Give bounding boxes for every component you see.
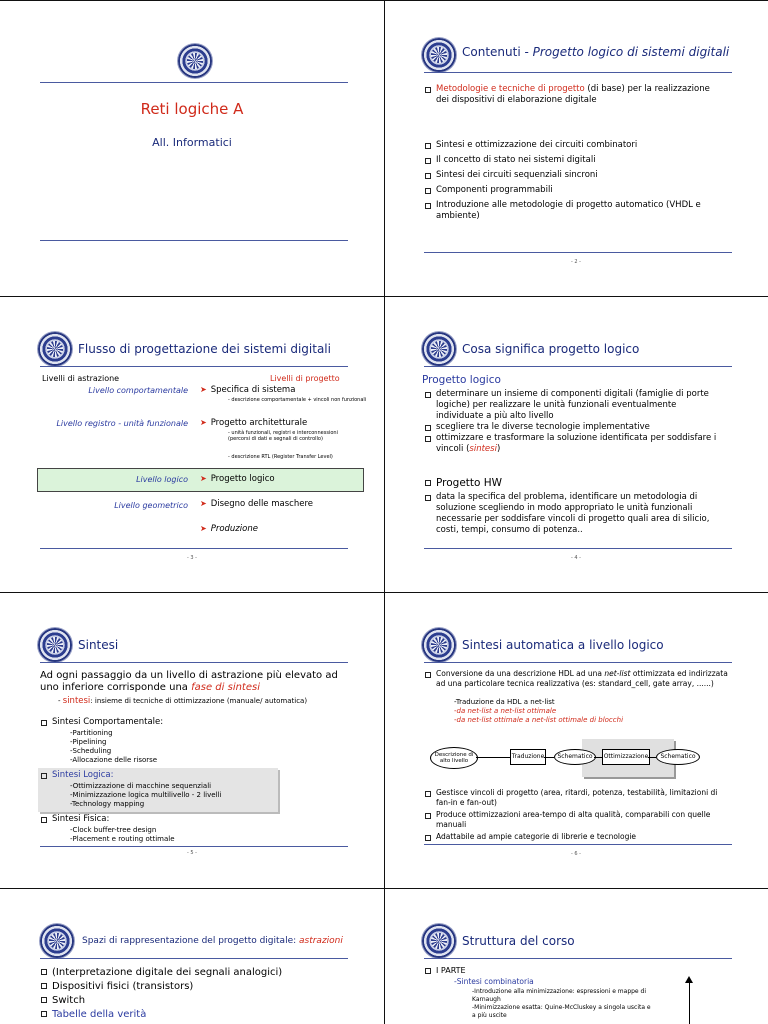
hw-heading-list xyxy=(424,477,724,490)
intro-paragraph xyxy=(40,670,345,694)
arrow-icon: ➤ xyxy=(200,385,207,394)
title-rule xyxy=(40,958,348,959)
step-note-text: descrizione comportamentale + vincoli non funzionali xyxy=(231,397,367,403)
item-red: sintesi xyxy=(469,444,497,454)
title-rule xyxy=(424,72,732,73)
list-item: Sintesi e ottimizzazione dei circuiti combinatori xyxy=(424,140,724,151)
arrow-icon: ➤ xyxy=(200,524,207,533)
list-item: Sintesi dei circuiti sequenziali sincroni xyxy=(424,170,724,181)
slide-title: Flusso di progettazione dei sistemi digitali xyxy=(78,342,331,356)
slide-5 xyxy=(0,592,384,888)
diagram-connector xyxy=(476,757,510,758)
list-item: Switch xyxy=(40,994,360,1008)
university-seal-icon xyxy=(422,924,456,958)
sub-item: - Clock buffer-tree design xyxy=(60,826,175,835)
sub-item: - Scheduling xyxy=(60,747,157,756)
slide-title: Struttura del corso xyxy=(462,934,575,948)
slide-title xyxy=(462,45,729,59)
step-mask-design xyxy=(200,499,313,509)
logic-sub xyxy=(48,782,221,809)
page-number: - 4 - xyxy=(571,555,581,561)
logic-list xyxy=(424,389,724,455)
list-heading: Sintesi Comportamentale: xyxy=(40,717,340,728)
list-item: determinare un insieme di componenti digitali (famiglie di porte logiche) per realizzare le unità funzionali eventualmente individuate a più alto livello xyxy=(424,389,724,422)
part-subsub xyxy=(450,988,652,1020)
list-item: Tabelle della verità xyxy=(40,1008,360,1022)
list-item xyxy=(424,433,724,455)
sub-item: - Minimizzazione logica multilivello - 2 livelli xyxy=(60,791,221,800)
conversion-list xyxy=(424,669,729,689)
university-seal-icon xyxy=(178,44,212,78)
step-note-text: descrizione RTL (Register Transfer Level) xyxy=(231,454,333,460)
arrow-icon: ➤ xyxy=(200,499,207,508)
step-label: Specifica di sistema xyxy=(210,385,296,395)
slide-4 xyxy=(384,296,768,592)
title-text: Spazi di rappresentazione del progetto digitale: xyxy=(82,936,299,946)
step-label: Progetto architetturale xyxy=(210,418,308,428)
diagram-schematic-node: Schematico xyxy=(656,749,700,765)
conversion-sub xyxy=(432,698,623,725)
title-red: astrazioni xyxy=(299,936,343,946)
course-title: Reti logiche A xyxy=(140,100,244,118)
slide-6 xyxy=(384,592,768,888)
design-header: Livelli di progetto xyxy=(270,374,340,383)
item-text: ottimizzata ed indirizzata ad una particolare tecnica realizzativa (es: standard_cell, gate array, ......) xyxy=(436,669,728,688)
page-number: - 3 - xyxy=(187,555,197,561)
bottom-rule xyxy=(424,252,732,253)
level-logic: Livello logico xyxy=(136,475,188,484)
list-item: Dispositivi fisici (transistors) xyxy=(40,980,360,994)
list-heading: Sintesi Logica: xyxy=(40,770,340,781)
item-text: ottimizzare e trasformare la soluzione identificata per soddisfare i vincoli ( xyxy=(436,433,717,454)
list-item: Componenti programmabili xyxy=(424,185,724,196)
diagram-translation-node: Traduzione xyxy=(510,749,546,765)
page-number: - 2 - xyxy=(571,259,581,265)
sub-item: - Partitioning xyxy=(60,729,157,738)
page-number: - 5 - xyxy=(187,850,197,856)
diagram-hdl-node: Descrizione di alto livello xyxy=(430,747,478,769)
diagram-connector xyxy=(544,757,554,758)
sub-item: - Technology mapping xyxy=(60,800,221,809)
slide-2 xyxy=(384,0,768,296)
definition: - sintesi: insieme di tecniche di ottimizzazione (manuale/ automatica) xyxy=(58,696,308,706)
sub-item: - Placement e routing ottimale xyxy=(60,835,175,844)
sub-item: - Sintesi combinatoria xyxy=(444,977,534,986)
slide-title xyxy=(82,936,343,946)
step-note: - descrizione RTL (Register Transfer Level) xyxy=(228,454,333,460)
level-register: Livello registro - unità funzionale xyxy=(56,419,188,428)
university-seal-icon xyxy=(422,628,456,662)
slide-title: Sintesi automatica a livello logico xyxy=(462,638,664,652)
arrow-up-icon xyxy=(685,976,693,983)
step-system-spec xyxy=(200,385,295,395)
slide-title: Cosa significa progetto logico xyxy=(462,342,640,356)
sub-item: - Traduzione da HDL a net-list xyxy=(444,698,623,707)
bottom-rule xyxy=(424,548,732,549)
bottom-rule xyxy=(40,548,348,549)
step-note: - descrizione comportamentale + vincoli non funzionali xyxy=(228,397,367,403)
list-item: scegliere tra le diverse tecnologie implementative xyxy=(424,422,724,433)
step-logic-design xyxy=(200,474,275,484)
list-item: (Interpretazione digitale dei segnali analogici) xyxy=(40,966,360,980)
step-production xyxy=(200,524,258,534)
bottom-rule xyxy=(40,240,348,241)
physical-list xyxy=(40,814,340,825)
list-item xyxy=(424,669,729,689)
step-architecture xyxy=(200,418,307,428)
intro-red: Metodologie e tecniche di progetto xyxy=(436,84,585,94)
university-seal-icon xyxy=(422,38,456,72)
step-label: Produzione xyxy=(210,524,258,534)
list-item: I PARTE xyxy=(424,965,724,976)
diagram-optimization-node: Ottimizzazione xyxy=(602,749,650,765)
arrow-icon: ➤ xyxy=(200,474,207,483)
diagram-connector xyxy=(648,757,656,758)
behavioral-sub xyxy=(48,729,157,765)
section-heading: Progetto HW xyxy=(424,477,724,490)
features-list xyxy=(424,788,729,842)
hw-list xyxy=(424,492,724,536)
level-geometric: Livello geometrico xyxy=(114,501,188,510)
list-item: data la specifica del problema, identificare un metodologia di soluzione scegliendo in modo appropriato le unità funzionali necessarie per soddisfare vincoli di progetto quali area di silicio, costi, tempi, consumo di potenza.. xyxy=(424,492,724,536)
contents-list xyxy=(424,140,724,222)
level-behavioral: Livello comportamentale xyxy=(88,386,188,395)
step-label: Progetto logico xyxy=(210,474,275,484)
slide-1 xyxy=(0,0,384,296)
definition-text: : insieme di tecniche di ottimizzazione (manuale/ automatica) xyxy=(90,697,308,705)
item-text: ) xyxy=(496,444,501,454)
step-note-text: unità funzionali, registri e interconnessioni (percorsi di dati e segnali di controllo) xyxy=(228,430,338,442)
course-subtitle: All. Informatici xyxy=(152,136,232,149)
list-item: Gestisce vincoli di progetto (area, ritardi, potenza, testabilità, limitazioni di fan-in e fan-out) xyxy=(424,788,729,808)
definition-term: sintesi xyxy=(62,696,91,706)
intro-text: Ad ogni passaggio da un livello di astrazione più elevato ad uno inferiore corrisponde una xyxy=(40,670,338,693)
intro-red: fase di sintesi xyxy=(191,682,260,693)
list-heading-text: Sintesi Logica xyxy=(52,770,111,780)
sub-item: - Pipelining xyxy=(60,738,157,747)
university-seal-icon xyxy=(40,924,74,958)
list-item: Il concetto di stato nei sistemi digitali xyxy=(424,155,724,166)
slide-8 xyxy=(384,888,768,1024)
slide-3 xyxy=(0,296,384,592)
sub-item: - Introduzione alla minimizzazione: espressioni e mappe di Karnaugh xyxy=(462,988,652,1004)
bottom-rule xyxy=(40,846,348,847)
step-label: Disegno delle maschere xyxy=(210,499,313,509)
title-rule xyxy=(424,958,732,959)
diagram-connector xyxy=(594,757,602,758)
sub-item: - da net-list a net-list ottimale xyxy=(444,707,623,716)
intro-list xyxy=(424,84,724,106)
university-seal-icon xyxy=(38,628,72,662)
physical-sub xyxy=(48,826,175,844)
section-heading: Progetto logico xyxy=(422,374,501,386)
behavioral-list xyxy=(40,717,340,728)
abstraction-header: Livelli di astrazione xyxy=(42,374,120,383)
item-text: Conversione da una descrizione HDL ad una xyxy=(436,669,605,678)
list-item: Produce ottimizzazioni area-tempo di alta qualità, comparabili con quelle manuali xyxy=(424,810,729,830)
bottom-rule xyxy=(424,844,732,845)
page-number: - 6 - xyxy=(571,851,581,857)
sub-item: - Ottimizzazione di macchine sequenziali xyxy=(60,782,221,791)
slide-7 xyxy=(0,888,384,1024)
title-rule xyxy=(40,366,348,367)
university-seal-icon xyxy=(422,332,456,366)
title-rule xyxy=(424,662,732,663)
arrow-icon: ➤ xyxy=(200,418,207,427)
intro-item xyxy=(424,84,724,106)
step-note: - unità funzionali, registri e interconnessioni (percorsi di dati e segnali di controllo) xyxy=(228,430,338,442)
representation-list xyxy=(40,966,360,1022)
list-item: Adattabile ad ampie categorie di librerie e tecnologie xyxy=(424,832,729,842)
title-prefix: Contenuti - xyxy=(462,45,533,59)
title-rule xyxy=(424,366,732,367)
title-rule xyxy=(40,82,348,83)
intro-rest: (di base) per la realizzazione dei dispositivi di elaborazione digitale xyxy=(436,84,710,105)
title-rule xyxy=(40,662,348,663)
sub-item: - Minimizzazione esatta: Quine-McCluskey a singola uscita e a più uscite xyxy=(462,1004,652,1020)
university-seal-icon xyxy=(38,332,72,366)
item-italic: net-list xyxy=(604,669,631,678)
logic-list xyxy=(40,770,340,781)
course-parts-list xyxy=(424,965,724,976)
sub-item: - Allocazione delle risorse xyxy=(60,756,157,765)
list-item: Introduzione alle metodologie di progetto automatico (VHDL e ambiente) xyxy=(424,200,724,222)
timeline-arrow xyxy=(689,982,690,1024)
slide-title: Sintesi xyxy=(78,638,119,652)
part-sub xyxy=(432,977,534,986)
title-italic: Progetto logico di sistemi digitali xyxy=(532,45,730,59)
sub-item: - da net-list ottimale a net-list ottimale di blocchi xyxy=(444,716,623,725)
diagram-schematic-node: Schematico xyxy=(554,749,596,765)
list-heading: Sintesi Fisica: xyxy=(40,814,340,825)
